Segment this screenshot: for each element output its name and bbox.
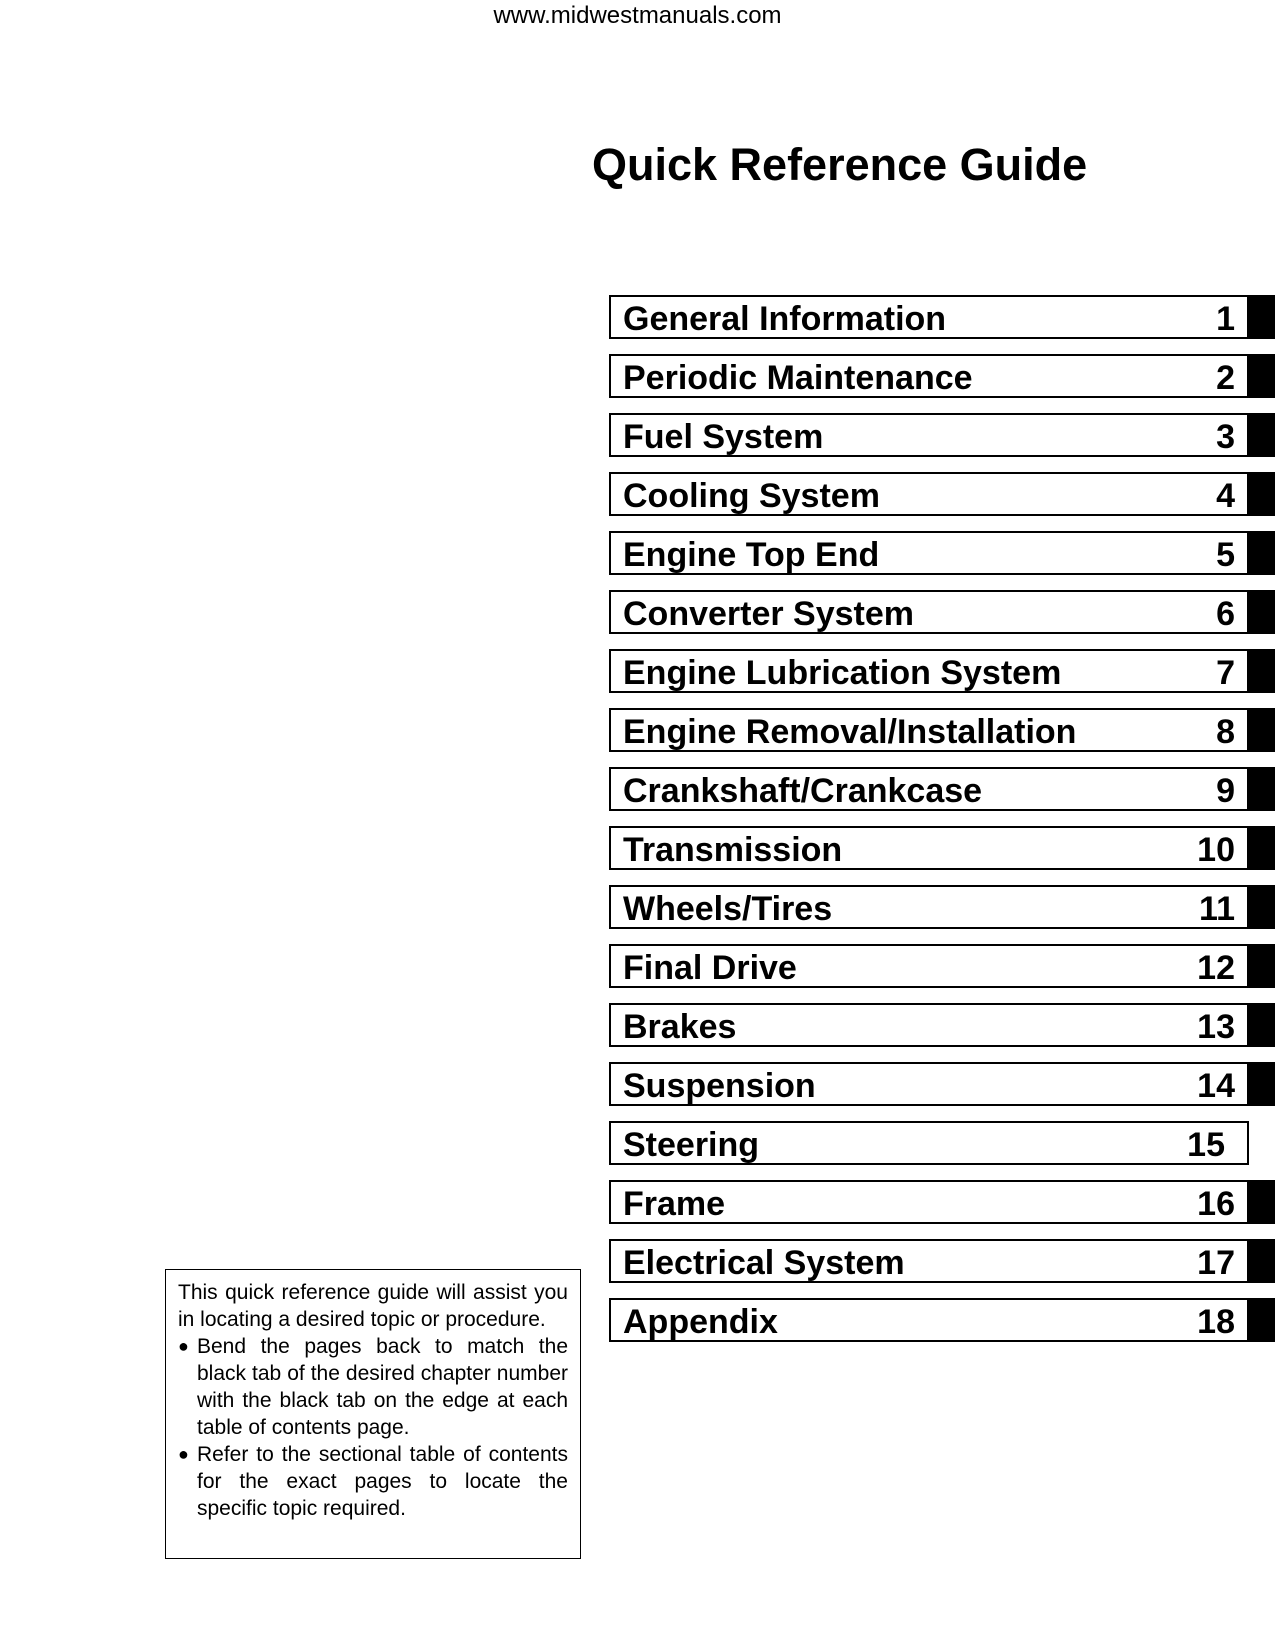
toc-row-converter-system[interactable] <box>609 590 1275 634</box>
chapter-tab <box>1249 1180 1275 1224</box>
toc-number: 15 <box>1187 1126 1225 1164</box>
chapter-tab <box>1249 531 1275 575</box>
toc-box <box>609 649 1249 693</box>
toc-box <box>609 354 1249 398</box>
toc-number: 9 <box>1216 772 1235 810</box>
toc-row-crankshaft-crankcase[interactable] <box>609 767 1275 811</box>
toc-row-frame[interactable] <box>609 1180 1275 1224</box>
toc-row-brakes[interactable] <box>609 1003 1275 1047</box>
toc-number: 4 <box>1216 477 1235 515</box>
chapter-tab <box>1249 649 1275 693</box>
chapter-tab <box>1249 472 1275 516</box>
toc-number: 14 <box>1197 1067 1235 1105</box>
toc-label: Engine Top End <box>623 536 880 574</box>
toc-row-engine-top-end[interactable] <box>609 531 1275 575</box>
toc-row-wheels-tires[interactable] <box>609 885 1275 929</box>
toc-box <box>609 413 1249 457</box>
toc-row-transmission[interactable] <box>609 826 1275 870</box>
toc-box <box>609 885 1249 929</box>
chapter-tab <box>1249 885 1275 929</box>
toc-row-steering[interactable] <box>609 1121 1275 1165</box>
toc-row-electrical-system[interactable] <box>609 1239 1275 1283</box>
toc-box <box>609 295 1249 339</box>
toc-label: Brakes <box>623 1008 737 1046</box>
toc-number: 11 <box>1199 890 1235 928</box>
chapter-tab <box>1249 767 1275 811</box>
toc-number: 7 <box>1216 654 1235 692</box>
toc-number: 17 <box>1197 1244 1235 1282</box>
toc-box <box>609 1239 1249 1283</box>
toc-number: 1 <box>1216 300 1235 338</box>
toc-number: 5 <box>1216 536 1235 574</box>
chapter-tab <box>1249 354 1275 398</box>
toc-row-general-information[interactable] <box>609 295 1275 339</box>
usage-note-box <box>165 1269 581 1559</box>
toc-label: Fuel System <box>623 418 824 456</box>
toc-label: Steering <box>623 1126 760 1164</box>
chapter-tab <box>1249 708 1275 752</box>
toc-label: General Information <box>623 300 947 338</box>
toc-label: Suspension <box>623 1067 816 1105</box>
toc-label: Converter System <box>623 595 915 633</box>
bullet-icon: ● <box>178 1444 189 1464</box>
toc-row-engine-lubrication-system[interactable] <box>609 649 1275 693</box>
toc-box <box>609 944 1249 988</box>
toc-label: Engine Lubrication System <box>623 654 1062 692</box>
toc-box <box>609 531 1249 575</box>
bullet-icon: ● <box>178 1336 189 1356</box>
toc-label: Wheels/Tires <box>623 890 833 928</box>
note-bullet-list <box>178 1333 568 1522</box>
note-bullet-item <box>178 1441 568 1522</box>
toc-row-engine-removal-installation[interactable] <box>609 708 1275 752</box>
toc-box <box>609 472 1249 516</box>
toc-box <box>609 1062 1249 1106</box>
chapter-tab <box>1249 1003 1275 1047</box>
chapter-tab <box>1249 1121 1275 1165</box>
toc-box <box>609 1003 1249 1047</box>
toc-label: Appendix <box>623 1303 778 1341</box>
toc-label: Engine Removal/Installation <box>623 713 1077 751</box>
toc-number: 13 <box>1197 1008 1235 1046</box>
site-url[interactable]: www.midwestmanuals.com <box>493 2 782 29</box>
note-bullet-text: Bend the pages back to match the black tab of the desired chapter number with the black tab on the edge at each table of contents page. <box>197 1335 568 1439</box>
toc-label: Periodic Maintenance <box>623 359 973 397</box>
toc-box <box>609 1298 1249 1342</box>
toc-row-periodic-maintenance[interactable] <box>609 354 1275 398</box>
note-bullet-text: Refer to the sectional table of contents for the exact pages to locate the specific topic required. <box>197 1443 568 1520</box>
toc-number: 6 <box>1216 595 1235 633</box>
toc-box <box>609 1180 1249 1224</box>
note-bullet-item <box>178 1333 568 1441</box>
chapter-tab <box>1249 295 1275 339</box>
toc-number: 12 <box>1197 949 1235 987</box>
toc-box <box>609 708 1249 752</box>
chapter-tab <box>1249 590 1275 634</box>
chapter-tab <box>1249 413 1275 457</box>
toc-number: 3 <box>1216 418 1235 456</box>
toc-number: 8 <box>1216 713 1235 751</box>
toc-label: Electrical System <box>623 1244 905 1282</box>
toc-label: Cooling System <box>623 477 880 515</box>
toc-box <box>609 767 1249 811</box>
chapter-tab <box>1249 1298 1275 1342</box>
chapter-tab <box>1249 944 1275 988</box>
toc-label: Transmission <box>623 831 843 869</box>
chapter-tab <box>1249 826 1275 870</box>
chapter-tab <box>1249 1062 1275 1106</box>
toc-row-fuel-system[interactable] <box>609 413 1275 457</box>
toc-row-suspension[interactable] <box>609 1062 1275 1106</box>
toc-number: 10 <box>1197 831 1235 869</box>
toc-number: 18 <box>1197 1303 1235 1341</box>
toc-label: Crankshaft/Crankcase <box>623 772 983 810</box>
note-intro: This quick reference guide will assist you in locating a desired topic or procedure. <box>178 1281 568 1331</box>
toc-label: Frame <box>623 1185 726 1223</box>
toc-number: 2 <box>1216 359 1235 397</box>
toc-label: Final Drive <box>623 949 797 987</box>
page-title: Quick Reference Guide <box>592 139 1088 190</box>
toc-row-cooling-system[interactable] <box>609 472 1275 516</box>
toc-box <box>609 1121 1249 1165</box>
toc-row-final-drive[interactable] <box>609 944 1275 988</box>
quick-reference-toc <box>609 295 1275 1357</box>
toc-box <box>609 590 1249 634</box>
toc-box <box>609 826 1249 870</box>
chapter-tab <box>1249 1239 1275 1283</box>
toc-number: 16 <box>1197 1185 1235 1223</box>
toc-row-appendix[interactable] <box>609 1298 1275 1342</box>
